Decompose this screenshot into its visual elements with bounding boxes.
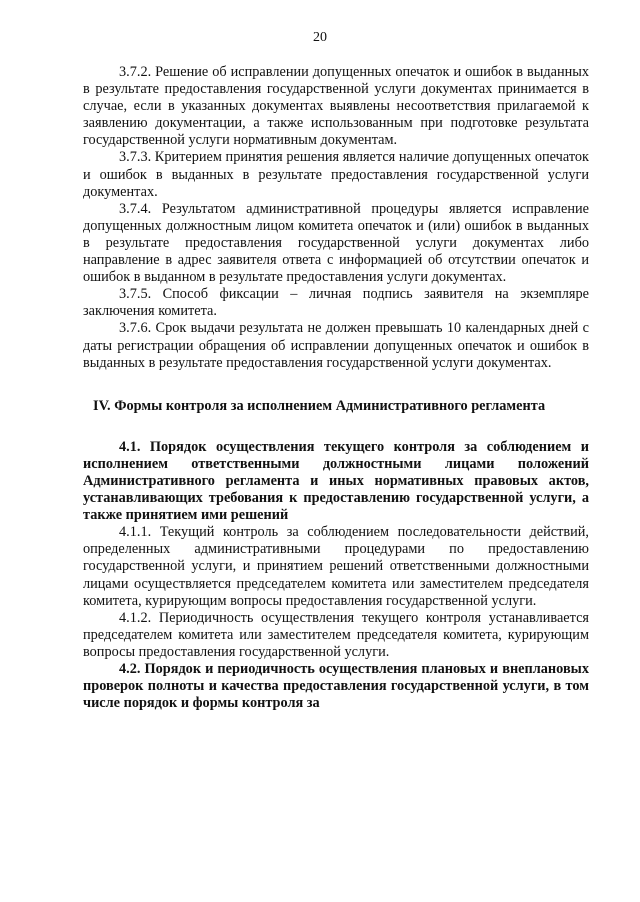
section-heading: IV. Формы контроля за исполнением Административного регламента bbox=[93, 397, 546, 414]
paragraph-3-7-4: 3.7.4. Результатом административной процедуры является исправление допущенных должностным лицом комитета опечаток и (или) ошибок в выданных в результате предоставления государственной услуги документах либо направление в адрес заявителя ответа с информацией об отсутствии опечаток и ошибок в выданном в результате предоставления услуги документах. bbox=[83, 200, 589, 286]
paragraph-3-7-3: 3.7.3. Критерием принятия решения является наличие допущенных опечаток и ошибок в выданных в результате предоставления государственной услуги документах. bbox=[83, 149, 589, 200]
subsection-heading-4-2: 4.2. Порядок и периодичность осуществления плановых и внеплановых проверок полноты и качества предоставления государственной услуги, в том числе порядок и формы контроля за bbox=[83, 661, 589, 712]
paragraph-3-7-2: 3.7.2. Решение об исправлении допущенных опечаток и ошибок в выданных в результате предоставления государственной услуги документах принимается в случае, если в указанных документах выявлены несоответствия прилагаемой к заявлению документации, а также использованным при подготовке результата государственной услуги нормативным документам. bbox=[83, 64, 589, 149]
paragraph-4-1-1: 4.1.1. Текущий контроль за соблюдением последовательности действий, определенных административными процедурами по предоставлению государственной услуги, и принятием решений ответственными должностными лицами осуществляется председателем комитета или заместителем председателя комитета, курирующим вопросы предоставления государственной услуги. bbox=[83, 524, 589, 609]
document-body bbox=[83, 64, 589, 712]
page-number: 20 bbox=[313, 30, 327, 45]
paragraph-3-7-5: 3.7.5. Способ фиксации – личная подпись заявителя на экземпляре заключения комитета. bbox=[83, 286, 589, 320]
paragraph-3-7-6: 3.7.6. Срок выдачи результата не должен превышать 10 календарных дней с даты регистрации обращения об исправлении допущенных опечаток и ошибок в выданных в результате предоставления государственной услуги документах. bbox=[83, 320, 589, 371]
paragraph-4-1-2: 4.1.2. Периодичность осуществления текущего контроля устанавливается председателем комитета или заместителем председателя комитета, курирующим вопросы предоставления государственной услуги. bbox=[83, 609, 589, 660]
subsection-heading-4-1: 4.1. Порядок осуществления текущего контроля за соблюдением и исполнением ответственными должностными лицами положений Административного регламента и иных нормативных правовых актов, устанавливающих требования к предоставлению государственной услуги, а также принятием ими решений bbox=[83, 438, 589, 524]
